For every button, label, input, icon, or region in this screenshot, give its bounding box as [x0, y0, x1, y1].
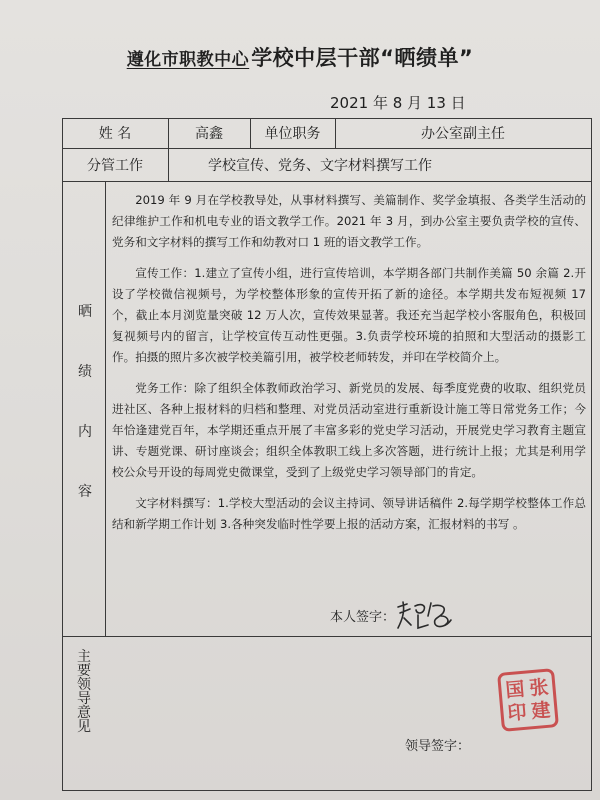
title-text: 学校中层干部“晒绩单”: [251, 46, 474, 70]
self-sign-label: 本人签字：: [330, 609, 396, 625]
svg-text:张: 张: [528, 676, 550, 700]
opinion-label-char: 主: [77, 649, 91, 665]
paragraph-writing: 文字材料撰写：1.学校大型活动的会议主持词、领导讲话稿件 2.每学期学校整体工作总结和新学期工作计划 3.各种突发临时性学要上报的活动方案，汇报材料的书写 。: [112, 496, 586, 531]
opinion-label-char: 见: [77, 719, 91, 735]
table-border-bottom: [62, 790, 592, 791]
duty-value: 学校宣传、党务、文字材料撰写工作: [208, 157, 432, 174]
red-seal-stamp: [497, 668, 559, 732]
svg-text:国: 国: [504, 678, 526, 702]
document-date: 2021 年 8 月 13 日: [330, 94, 466, 112]
position-label: 单位职务: [264, 126, 321, 142]
handwritten-signature: [395, 598, 457, 632]
table-row-divider: [62, 636, 592, 637]
svg-text:建: 建: [530, 699, 552, 723]
content-label: [76, 305, 94, 499]
opinion-label-char: 要: [77, 663, 91, 679]
org-name: 遵化市职教中心: [126, 50, 250, 70]
opinion-label-char: 导: [77, 691, 91, 707]
opinion-label-char: 领: [77, 677, 91, 693]
content-label-char: 晒: [78, 304, 92, 320]
table-col-divider: [105, 181, 106, 636]
paragraph-party-affairs: 党务工作：除了组织全体教师政治学习、新党员的发展、每季度党费的收取、组织党员进社区、各种上报材料的归档和整理、对党员活动室进行重新设计施工等日常党务工作；今年恰逢建党百年，本学期还重点开展了丰富多彩的党史学习活动，开展党史学习教育主题宣讲、专题党课、研讨座谈会；组织全体教职工线上多次答题，进行统计上报；尤其是利用学校公众号开设的每周党史微课堂，受到了上级党史学习领导部门的肯定。: [112, 381, 586, 479]
paragraph-publicity: 宣传工作：1.建立了宣传小组，进行宣传培训，本学期各部门共制作美篇 50 余篇 2.开设了学校微信视频号，为学校整体形象的宣传开拓了新的途径。本学期共发布短视频 17 个，截止本月浏览量突破 12 万人次，宣传效果显著。我还充当起学校小客服角色，积极回复视频号内的留言，让学校宣传互动性更强。3.负责学校环境的拍照和大型活动的摄影工作。拍摄的照片多次被学校美篇引用，被学校老师转发，并印在学校简介上。: [112, 266, 586, 364]
table-border-right: [591, 118, 592, 790]
name-value: 高鑫: [195, 126, 223, 142]
position-value: 办公室副主任: [421, 126, 505, 142]
leader-sign-label: 领导签字：: [405, 739, 471, 754]
content-label-char: 容: [78, 484, 92, 500]
paragraph-intro: 2019 年 9 月在学校教导处，从事材料撰写、美篇制作、奖学金填报、各类学生活动的纪律维护工作和机电专业的语文教学工作。2021 年 3 月，到办公室主要负责学校的宣传、党务和文字材料的撰写工作和幼教对口 1 班的语文教学工作。: [112, 193, 586, 249]
table-border-left: [62, 118, 63, 790]
document-title: [0, 42, 600, 72]
opinion-label-char: 意: [77, 705, 91, 721]
content-label-char: 内: [78, 424, 92, 440]
content-label-char: 绩: [78, 364, 92, 380]
achievement-content: [112, 190, 586, 535]
svg-text:印: 印: [506, 701, 528, 725]
table-row-divider: [62, 181, 592, 182]
leader-opinion-label: [75, 650, 93, 734]
name-label: 姓 名: [98, 126, 132, 142]
self-signature-row: [330, 598, 457, 632]
duty-label: 分管工作: [87, 157, 143, 174]
